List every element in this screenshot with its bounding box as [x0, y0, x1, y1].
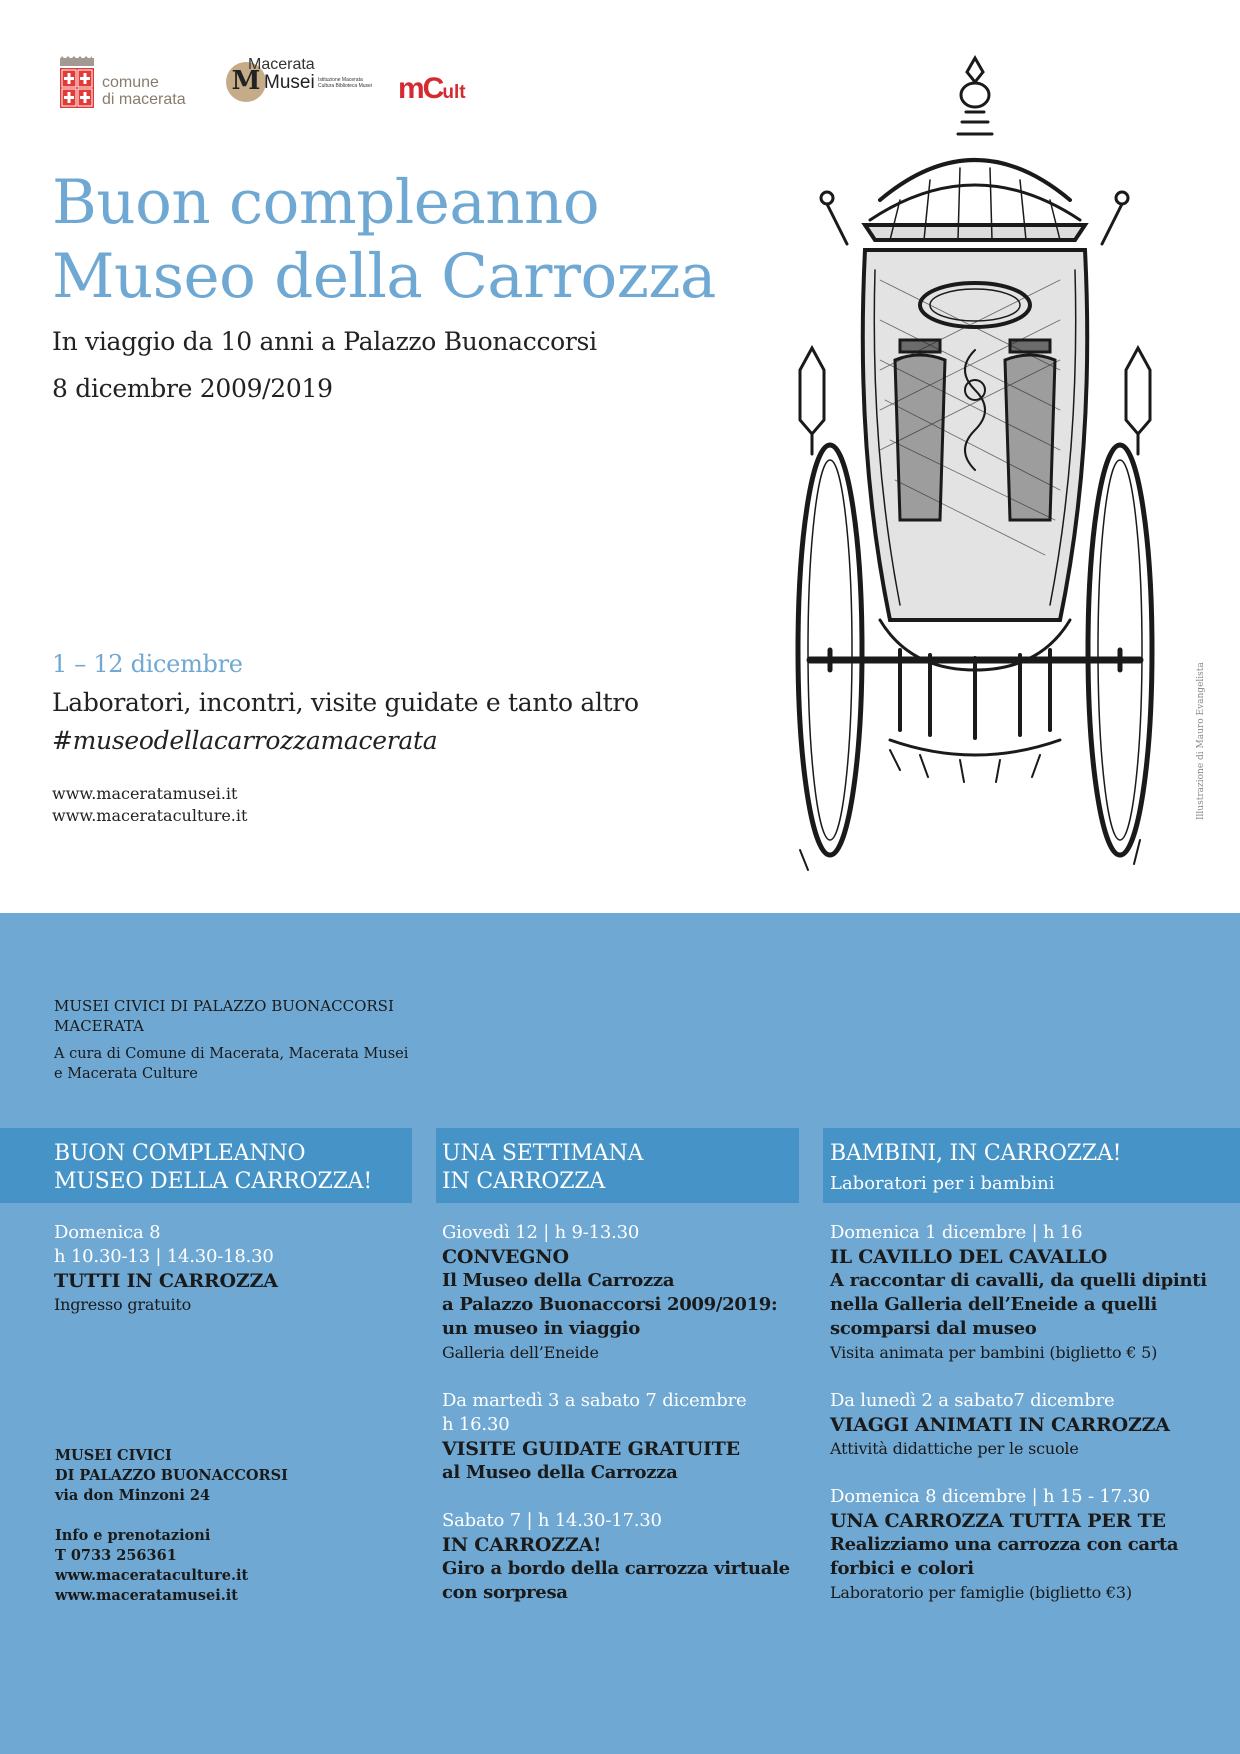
event-hours: h 10.30-13 | 14.30-18.30 — [54, 1246, 274, 1267]
column-header-title — [54, 1140, 372, 1196]
logo-bar — [58, 52, 518, 116]
events-summary: Laboratori, incontri, visite guidate e tanto altro — [52, 688, 639, 717]
column-header-week — [436, 1128, 799, 1203]
hashtag: #museodellacarrozzamacerata — [52, 726, 438, 755]
phone-number[interactable]: T 0733 256361 — [55, 1547, 177, 1564]
event-visite — [442, 1389, 802, 1485]
macerata-musei-logo — [226, 52, 376, 116]
comune-label: comune — [102, 74, 159, 91]
mcult-mc: mC — [398, 72, 443, 105]
address-line: MUSEI CIVICI — [55, 1447, 172, 1464]
event-in-carrozza — [442, 1509, 802, 1605]
event-title: VIAGGI ANIMATI IN CARROZZA — [830, 1414, 1170, 1436]
column-header-line-2: MUSEO DELLA CARROZZA! — [54, 1169, 373, 1194]
event-title: UNA CARROZZA TUTTA PER TE — [830, 1510, 1166, 1532]
event-desc: forbici e colori — [830, 1558, 974, 1579]
event-convegno — [442, 1221, 802, 1365]
event-desc: A raccontar di cavalli, da quelli dipinti — [830, 1270, 1207, 1291]
address-line: DI PALAZZO BUONACCORSI — [55, 1467, 288, 1484]
event-when: Domenica 8 dicembre | h 15 - 17.30 — [830, 1486, 1150, 1507]
spacer — [830, 1365, 1230, 1389]
event-when: Da lunedì 2 a sabato7 dicembre — [830, 1390, 1115, 1411]
crest-icon — [58, 56, 96, 110]
event-note: Attività didattiche per le scuole — [830, 1439, 1079, 1458]
carriage-illustration — [770, 50, 1180, 880]
subtitle: In viaggio da 10 anni a Palazzo Buonaccorsi — [52, 327, 597, 356]
contact-block — [55, 1446, 288, 1606]
column-kids — [830, 1221, 1230, 1605]
event-title: CONVEGNO — [442, 1246, 569, 1268]
spacer — [442, 1365, 802, 1389]
event-desc: un museo in viaggio — [442, 1318, 640, 1339]
event-when: Domenica 8 — [54, 1222, 161, 1243]
spacer — [442, 1485, 802, 1509]
organizer-credits — [54, 1044, 434, 1084]
website-link-culture[interactable]: www.macerataculture.it — [52, 806, 248, 825]
event-desc: con sorpresa — [442, 1582, 568, 1603]
column-header-line-2: IN CARROZZA — [442, 1169, 606, 1194]
website-link-musei[interactable]: www.maceratamusei.it — [55, 1587, 238, 1604]
anniversary-date: 8 dicembre 2009/2019 — [52, 374, 333, 403]
date-range: 1 – 12 dicembre — [52, 650, 243, 678]
website-link-musei[interactable]: www.maceratamusei.it — [52, 784, 238, 803]
comune-di-macerata-logo — [58, 56, 198, 110]
event-note: Galleria dell’Eneide — [442, 1343, 599, 1362]
event-cavillo — [830, 1221, 1230, 1365]
organizer-credits-line-2: e Macerata Culture — [54, 1066, 198, 1082]
musei-emblem-mark: M — [231, 66, 261, 96]
mcult-ult: ult — [442, 82, 466, 103]
event-hours: h 16.30 — [442, 1414, 510, 1435]
info-label: Info e prenotazioni — [55, 1527, 211, 1544]
event-note: Ingresso gratuito — [54, 1295, 192, 1314]
title-line-2: Museo della Carrozza — [52, 241, 716, 312]
title-line-1: Buon compleanno — [52, 167, 600, 238]
spacer — [830, 1461, 1230, 1485]
comune-city-label: di macerata — [102, 91, 186, 108]
event-title: IL CAVILLO DEL CAVALLO — [830, 1246, 1108, 1268]
column-week — [442, 1221, 802, 1605]
column-birthday — [54, 1221, 414, 1317]
column-header-title: BAMBINI, IN CARROZZA! — [830, 1141, 1122, 1166]
illustration-credit: Illustrazione di Mauro Evangelista — [1196, 662, 1206, 820]
event-title: VISITE GUIDATE GRATUITE — [442, 1438, 740, 1460]
event-desc: Realizziamo una carrozza con carta — [830, 1534, 1179, 1555]
spacer — [55, 1506, 288, 1526]
organizer-credits-line-1: A cura di Comune di Macerata, Macerata Musei — [54, 1046, 409, 1062]
event-when: Da martedì 3 a sabato 7 dicembre — [442, 1390, 747, 1411]
column-header-line-1: BUON COMPLEANNO — [54, 1141, 306, 1166]
website-link-culture[interactable]: www.macerataculture.it — [55, 1567, 249, 1584]
musei-label: Musei — [264, 72, 315, 93]
organizer-title-line-1: MUSEI CIVICI DI PALAZZO BUONACCORSI — [54, 997, 394, 1015]
event-carrozza-per-te — [830, 1485, 1230, 1605]
event-when: Sabato 7 | h 14.30-17.30 — [442, 1510, 662, 1531]
event-desc: scomparsi dal museo — [830, 1318, 1037, 1339]
event-when: Domenica 1 dicembre | h 16 — [830, 1222, 1083, 1243]
event-title: TUTTI IN CARROZZA — [54, 1270, 278, 1292]
event-title: IN CARROZZA! — [442, 1534, 602, 1556]
event-note: Laboratorio per famiglie (biglietto €3) — [830, 1583, 1132, 1602]
column-header-title — [442, 1140, 643, 1196]
page-title — [52, 166, 716, 314]
event-desc: a Palazzo Buonaccorsi 2009/2019: — [442, 1294, 778, 1315]
column-header-birthday — [0, 1128, 412, 1203]
event-desc: Il Museo della Carrozza — [442, 1270, 675, 1291]
event-note: Visita animata per bambini (biglietto € 5) — [830, 1343, 1158, 1362]
mcult-logo — [398, 72, 466, 106]
organizer-title — [54, 996, 394, 1036]
musei-city-label: Macerata — [248, 56, 315, 73]
organizer-title-line-2: MACERATA — [54, 1017, 144, 1035]
column-header-line-1: UNA SETTIMANA — [442, 1141, 644, 1166]
column-header-kids — [823, 1128, 1240, 1203]
column-header-subtitle: Laboratori per i bambini — [830, 1173, 1055, 1194]
musei-small-label: Istituzione Macerata Cultura Biblioteca Musei — [318, 77, 372, 89]
event-desc: nella Galleria dell’Eneide a quelli — [830, 1294, 1158, 1315]
event-viaggi-animati — [830, 1389, 1230, 1461]
event-desc: al Museo della Carrozza — [442, 1462, 678, 1483]
address-street: via don Minzoni 24 — [55, 1487, 211, 1504]
event-desc: Giro a bordo della carrozza virtuale — [442, 1558, 790, 1579]
event-when: Giovedì 12 | h 9-13.30 — [442, 1222, 640, 1243]
